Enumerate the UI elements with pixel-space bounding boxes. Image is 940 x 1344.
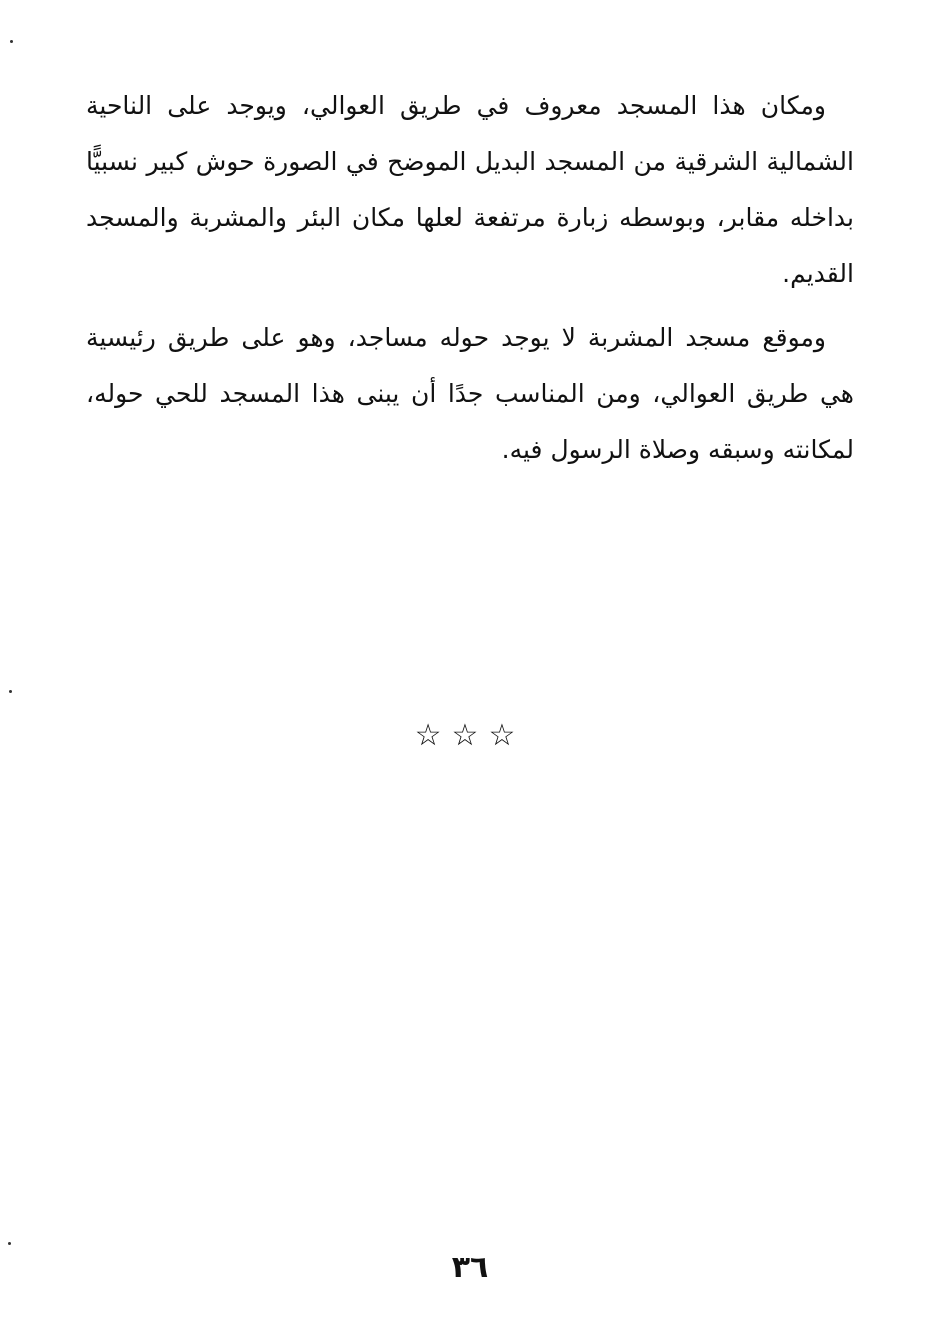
- scan-speck: [9, 690, 12, 693]
- star-separator: ☆☆☆: [414, 718, 526, 753]
- scan-speck: [8, 1242, 11, 1245]
- paragraph-2: وموقع مسجد المشربة لا يوجد حوله مساجد، وهو على طريق رئيسية هي طريق العوالي، ومن المناسب جدًا أن يبنى هذا المسجد للحي حوله، لمكانته وسبقه وصلاة الرسول فيه.: [86, 323, 854, 464]
- body-text: [86, 78, 854, 478]
- paragraph-1: ومكان هذا المسجد معروف في طريق العوالي، ويوجد على الناحية الشمالية الشرقية من المسجد البديل الموضح في الصورة حوش كبير نسبيًّا بداخله مقابر، وبوسطه زبارة مرتفعة لعلها مكان البئر والمشربة والمسجد القديم.: [86, 91, 854, 288]
- page-number: ٣٦: [451, 1250, 489, 1285]
- scan-speck: [10, 40, 13, 43]
